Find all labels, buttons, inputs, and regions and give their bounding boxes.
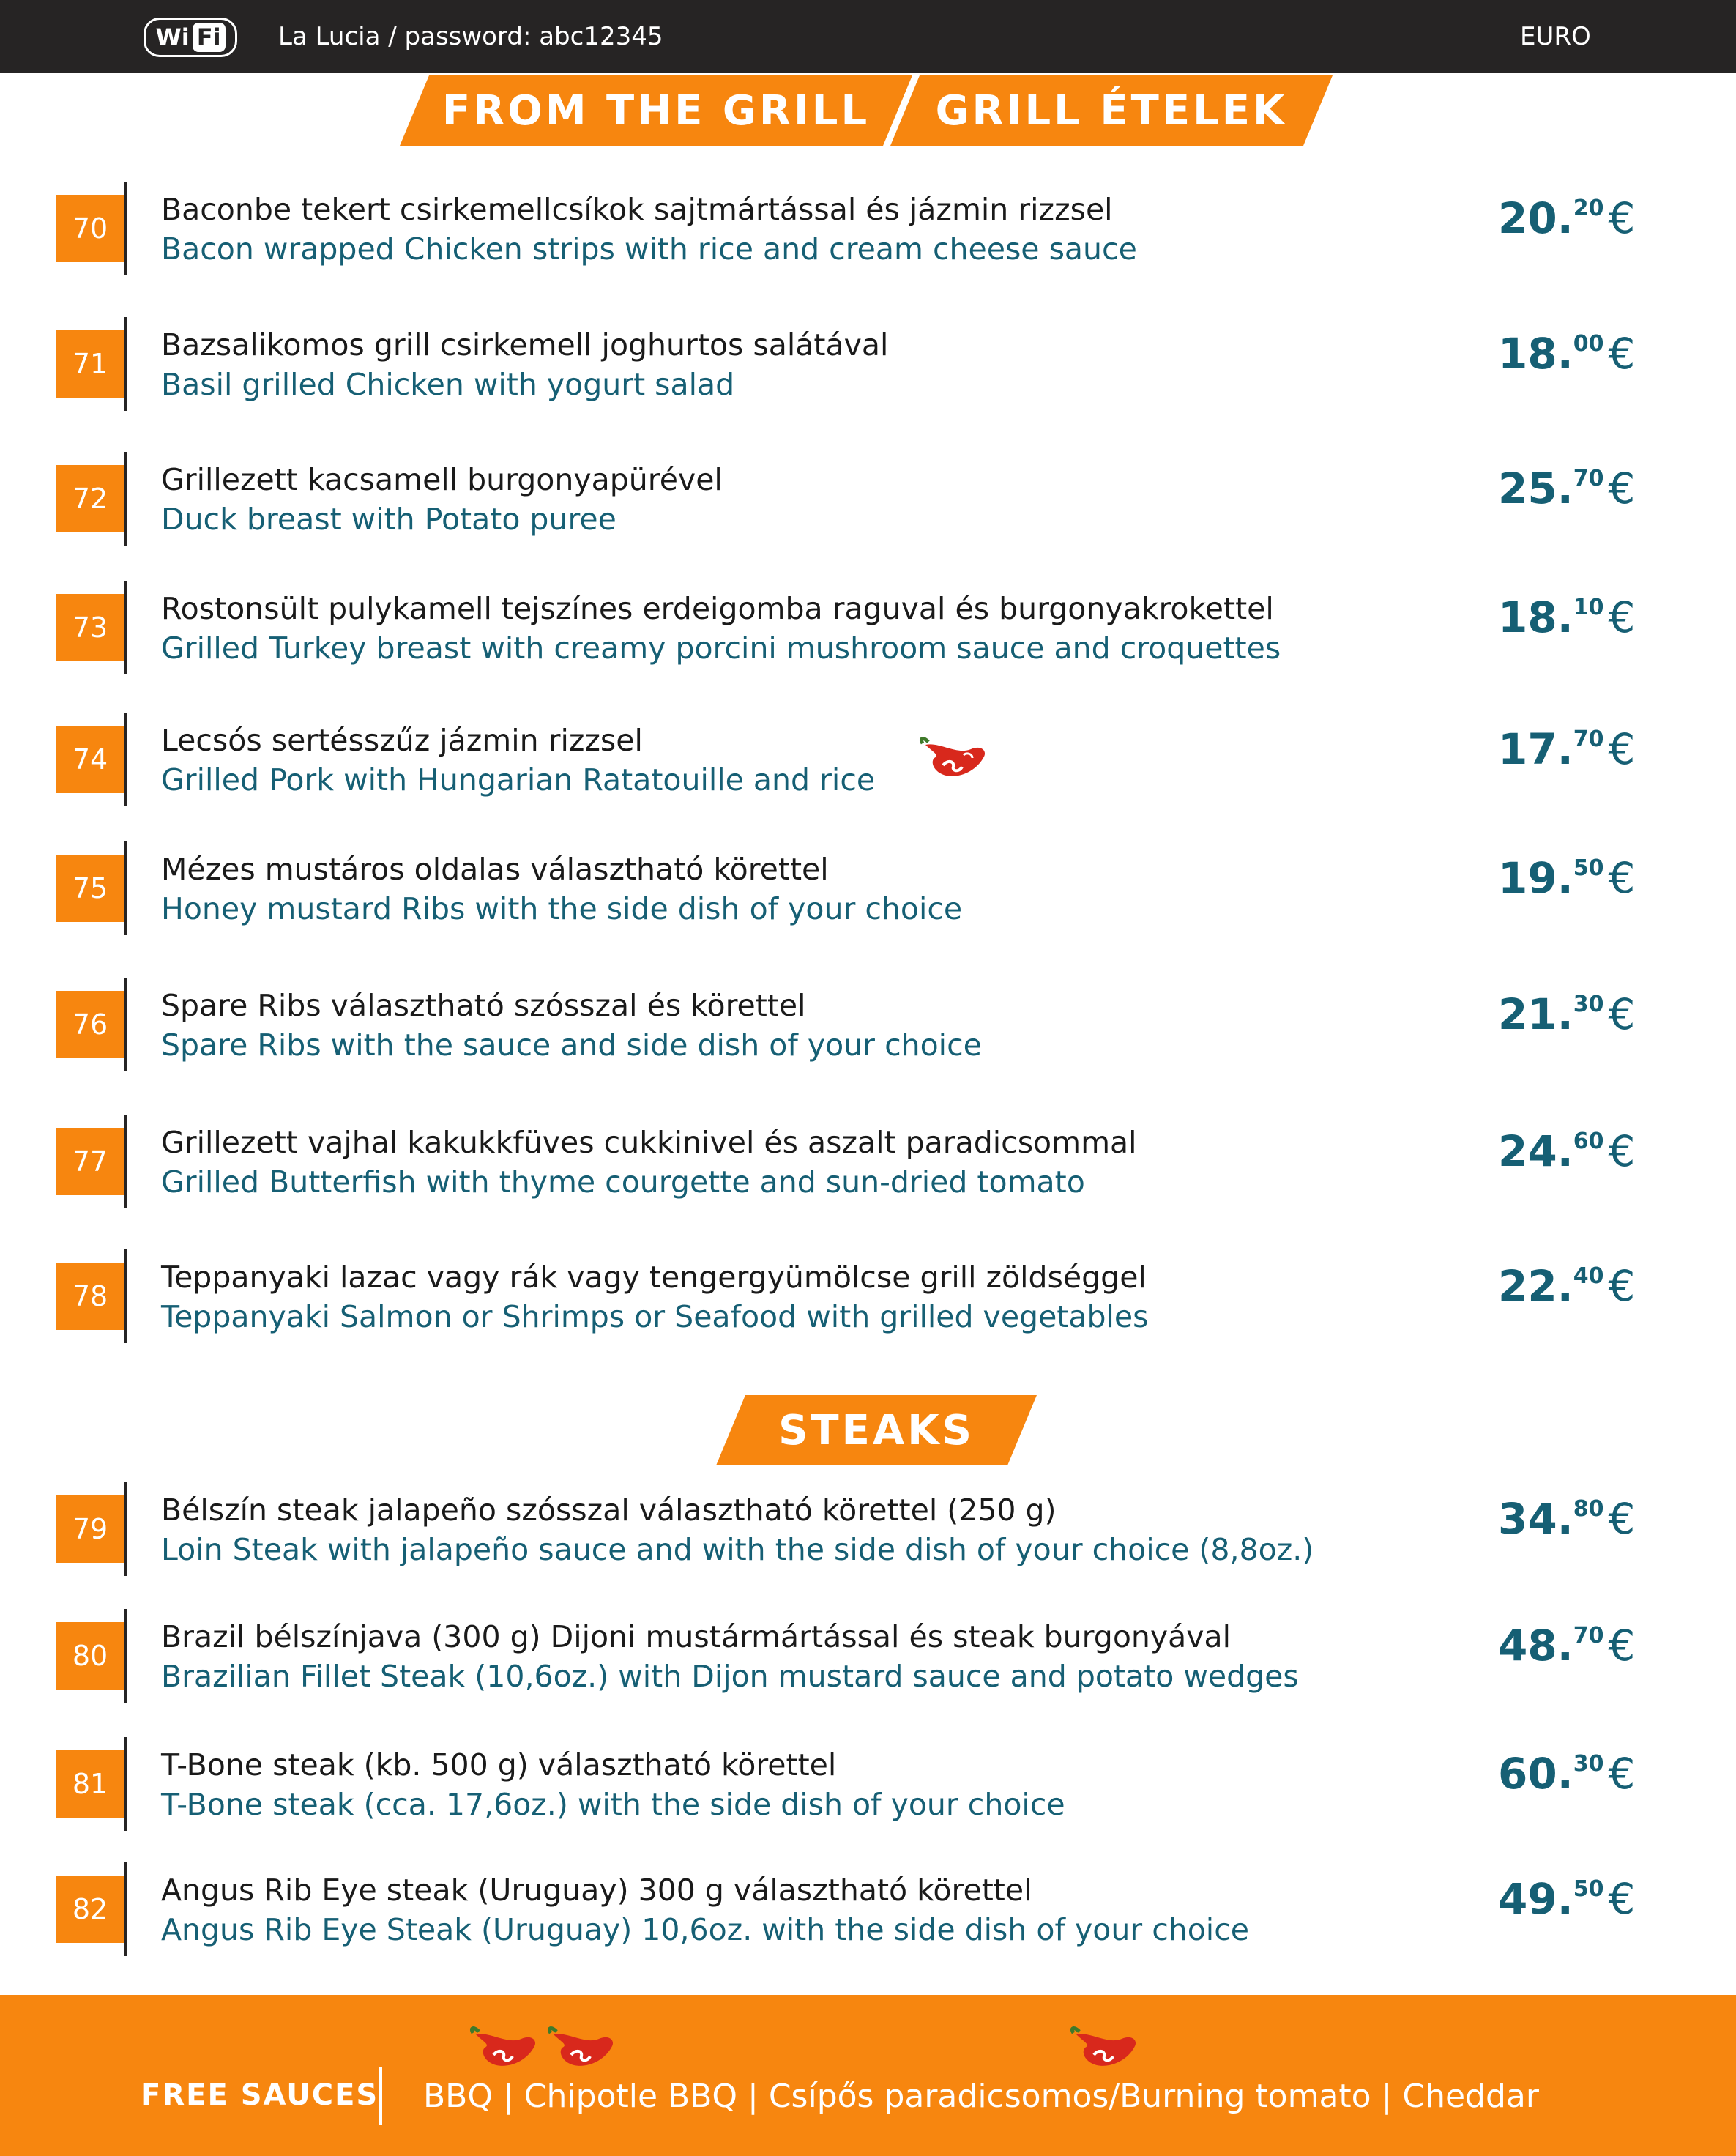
item-price: [1498, 1260, 1703, 1312]
wifi-icon: [144, 18, 237, 57]
item-price: [1498, 192, 1703, 245]
item-number: 73: [56, 594, 124, 661]
currency-symbol: €: [1608, 853, 1636, 903]
item-number: 71: [56, 330, 124, 398]
divider: [124, 1862, 127, 1956]
price-whole: 18.: [1498, 592, 1573, 642]
section-title-steaks: STEAKS: [778, 1406, 975, 1454]
menu-item: [0, 452, 1736, 547]
item-name-hu: Rostonsült pulykamell tejszínes erdeigomba raguval és burgonyakrokettel: [161, 591, 1274, 626]
item-number: 74: [56, 726, 124, 793]
price-cents: 50: [1573, 855, 1604, 881]
item-name-hu: Spare Ribs választható szósszal és körettel: [161, 988, 806, 1023]
section-banner-steaks: [716, 1395, 1037, 1465]
chili-pepper-icon: [1069, 2023, 1142, 2074]
item-name-hu: Teppanyaki lazac vagy rák vagy tengergyümölcse grill zöldséggel: [161, 1260, 1147, 1295]
divider: [124, 713, 127, 806]
item-number: 78: [56, 1263, 124, 1330]
menu-item: [0, 581, 1736, 676]
item-price: [1498, 723, 1703, 776]
item-name-en: Teppanyaki Salmon or Shrimps or Seafood with grilled vegetables: [161, 1299, 1149, 1334]
wifi-icon-fi: Fi: [193, 23, 226, 52]
price-whole: 17.: [1498, 724, 1573, 774]
divider: [124, 581, 127, 674]
currency-symbol: €: [1608, 193, 1636, 243]
menu-item: [0, 1609, 1736, 1704]
wifi-info: La Lucia / password: abc12345: [278, 22, 663, 51]
item-number: 72: [56, 465, 124, 532]
item-number: 80: [56, 1622, 124, 1690]
divider: [124, 182, 127, 275]
menu-item: [0, 713, 1736, 808]
menu-item: [0, 1115, 1736, 1210]
currency-symbol: €: [1608, 592, 1636, 642]
section-title-grill-hu: GRILL ÉTELEK: [935, 86, 1288, 135]
item-name-en: Angus Rib Eye Steak (Uruguay) 10,6oz. with the side dish of your choice: [161, 1912, 1249, 1947]
price-whole: 60.: [1498, 1749, 1573, 1799]
currency-symbol: €: [1608, 724, 1636, 774]
item-name-en: Grilled Pork with Hungarian Ratatouille and rice: [161, 762, 876, 798]
menu-item: [0, 1482, 1736, 1577]
price-whole: 49.: [1498, 1874, 1573, 1924]
item-name-hu: Brazil bélszínjava (300 g) Dijoni mustármártással és steak burgonyával: [161, 1619, 1232, 1654]
currency-symbol: €: [1608, 1874, 1636, 1924]
item-number: 77: [56, 1128, 124, 1195]
currency-symbol: €: [1608, 464, 1636, 513]
item-name-en: Duck breast with Potato puree: [161, 502, 616, 537]
currency-symbol: €: [1608, 989, 1636, 1039]
item-name-en: Honey mustard Ribs with the side dish of your choice: [161, 891, 963, 926]
price-cents: 20: [1573, 196, 1604, 221]
item-name-en: Basil grilled Chicken with yogurt salad: [161, 367, 735, 402]
divider: [124, 1737, 127, 1831]
item-price: [1498, 1873, 1703, 1925]
price-cents: 50: [1573, 1876, 1604, 1902]
divider: [379, 2067, 382, 2125]
item-name-hu: Angus Rib Eye steak (Uruguay) 300 g választható körettel: [161, 1873, 1032, 1908]
section-banner-grill-hu: [890, 75, 1333, 146]
item-name-hu: Baconbe tekert csirkemellcsíkok sajtmártással és jázmin rizzsel: [161, 192, 1113, 227]
menu-item: [0, 182, 1736, 277]
item-number: 76: [56, 991, 124, 1058]
menu-item: [0, 317, 1736, 412]
menu-item: [0, 1862, 1736, 1958]
currency-symbol: €: [1608, 1494, 1636, 1544]
sauce-list: BBQ | Chipotle BBQ | Csípős paradicsomos/Burning tomato | Cheddar: [423, 2078, 1539, 2115]
currency-symbol: €: [1608, 1261, 1636, 1311]
price-cents: 80: [1573, 1496, 1604, 1522]
divider: [124, 1115, 127, 1208]
top-bar: [0, 0, 1736, 73]
item-price: [1498, 327, 1703, 380]
item-price: [1498, 1125, 1703, 1178]
item-name-hu: Grillezett kacsamell burgonyapürével: [161, 462, 723, 497]
divider: [124, 452, 127, 546]
item-number: 81: [56, 1750, 124, 1818]
item-price: [1498, 1747, 1703, 1800]
price-cents: 00: [1573, 331, 1604, 357]
item-name-en: Brazilian Fillet Steak (10,6oz.) with Dijon mustard sauce and potato wedges: [161, 1659, 1299, 1694]
item-name-hu: T-Bone steak (kb. 500 g) választható körettel: [161, 1747, 837, 1783]
item-name-en: Grilled Turkey breast with creamy porcini mushroom sauce and croquettes: [161, 631, 1281, 666]
price-cents: 30: [1573, 992, 1604, 1017]
price-whole: 20.: [1498, 193, 1573, 243]
price-whole: 18.: [1498, 329, 1573, 379]
menu-item: [0, 1249, 1736, 1345]
price-cents: 60: [1573, 1129, 1604, 1154]
footer-sauces: [0, 1995, 1736, 2156]
item-number: 70: [56, 195, 124, 262]
item-price: [1498, 462, 1703, 515]
price-whole: 24.: [1498, 1126, 1573, 1176]
item-number: 82: [56, 1876, 124, 1943]
item-name-hu: Mézes mustáros oldalas választható körettel: [161, 852, 829, 887]
free-sauces-label: FREE SAUCES: [141, 2078, 379, 2112]
chili-pepper-icon: [469, 2023, 542, 2074]
price-cents: 70: [1573, 1623, 1604, 1648]
divider: [124, 841, 127, 935]
price-whole: 21.: [1498, 989, 1573, 1039]
item-price: [1498, 591, 1703, 644]
divider: [124, 978, 127, 1071]
currency-symbol: €: [1608, 1749, 1636, 1799]
price-cents: 70: [1573, 466, 1604, 491]
price-cents: 40: [1573, 1263, 1604, 1289]
item-name-hu: Bélszín steak jalapeño szósszal választható körettel (250 g): [161, 1493, 1057, 1528]
price-whole: 48.: [1498, 1621, 1573, 1670]
price-cents: 70: [1573, 726, 1604, 752]
currency-label: EURO: [1520, 22, 1591, 51]
price-whole: 19.: [1498, 853, 1573, 903]
item-name-en: Spare Ribs with the sauce and side dish of your choice: [161, 1027, 982, 1063]
item-price: [1498, 988, 1703, 1041]
currency-symbol: €: [1608, 1126, 1636, 1176]
item-name-en: Loin Steak with jalapeño sauce and with the side dish of your choice (8,8oz.): [161, 1532, 1314, 1567]
item-name-en: T-Bone steak (cca. 17,6oz.) with the side dish of your choice: [161, 1787, 1065, 1822]
item-number: 75: [56, 855, 124, 922]
price-whole: 34.: [1498, 1494, 1573, 1544]
item-price: [1498, 1619, 1703, 1672]
menu-item: [0, 841, 1736, 937]
item-name-en: Grilled Butterfish with thyme courgette and sun-dried tomato: [161, 1164, 1085, 1200]
divider: [124, 317, 127, 411]
price-whole: 25.: [1498, 464, 1573, 513]
section-title-grill-en: FROM THE GRILL: [442, 86, 871, 135]
divider: [124, 1609, 127, 1703]
chili-pepper-icon: [918, 733, 991, 784]
section-banner-grill-en: [400, 75, 912, 146]
price-whole: 22.: [1498, 1261, 1573, 1311]
item-number: 79: [56, 1495, 124, 1563]
item-name-en: Bacon wrapped Chicken strips with rice and cream cheese sauce: [161, 231, 1137, 267]
currency-symbol: €: [1608, 1621, 1636, 1670]
item-name-hu: Grillezett vajhal kakukkfüves cukkinivel és aszalt paradicsommal: [161, 1125, 1137, 1160]
item-price: [1498, 852, 1703, 904]
price-cents: 10: [1573, 595, 1604, 620]
price-cents: 30: [1573, 1751, 1604, 1777]
item-name-hu: Lecsós sertésszűz jázmin rizzsel: [161, 723, 643, 758]
chili-pepper-icon: [546, 2023, 619, 2074]
menu-item: [0, 978, 1736, 1073]
wifi-icon-wi: Wi: [155, 23, 190, 51]
item-name-hu: Bazsalikomos grill csirkemell joghurtos salátával: [161, 327, 889, 363]
divider: [124, 1482, 127, 1576]
divider: [124, 1249, 127, 1343]
item-price: [1498, 1493, 1703, 1545]
currency-symbol: €: [1608, 329, 1636, 379]
menu-item: [0, 1737, 1736, 1832]
